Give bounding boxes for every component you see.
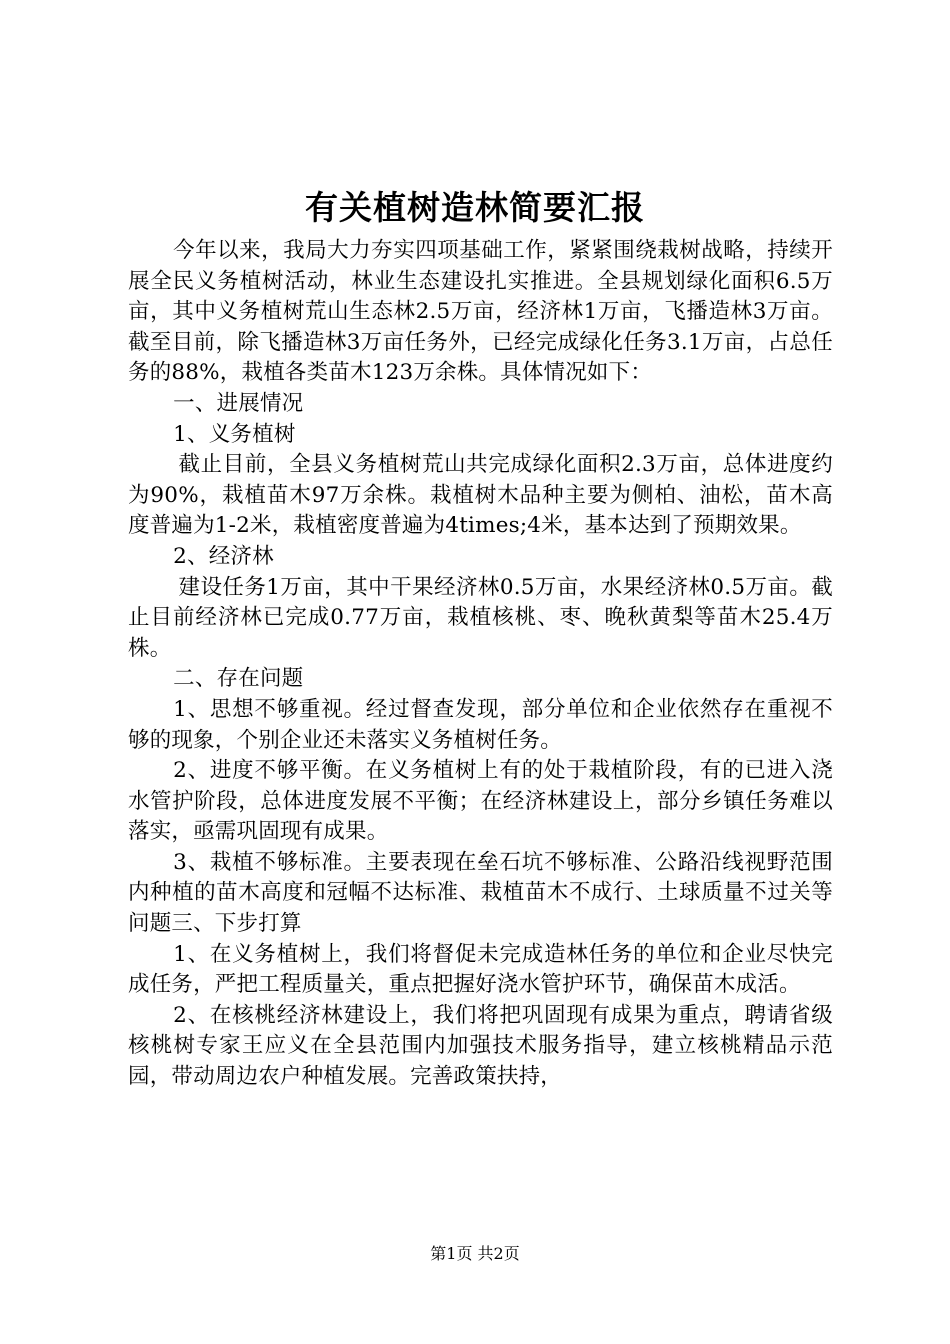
page-number: 第1页 共2页 xyxy=(430,1244,520,1263)
intro-paragraph: 今年以来，我局大力夯实四项基础工作，紧紧围绕栽树战略，持续开展全民义务植树活动，林业生态建设扎实推进。全县规划绿化面积6.5万亩，其中义务植树荒山生态林2.5万亩，经济林1万亩，飞播造林3万亩。截至目前，除飞播造林3万亩任务外，已经完成绿化任务3.1万亩，占总任务的88%，栽植各类苗木123万余株。具体情况如下： xyxy=(128,238,833,386)
document-body xyxy=(128,236,833,1093)
paragraph-voluntary-planting: 截止目前，全县义务植树荒山共完成绿化面积2.3万亩，总体进度约为90%，栽植苗木97万余株。栽植树木品种主要为侧柏、油松，苗木高度普遍为1-2米，栽植密度普遍为4times;4米，基本达到了预期效果。 xyxy=(128,452,833,539)
paragraph-problem-1: 1、思想不够重视。经过督查发现，部分单位和企业依然存在重视不够的现象，个别企业还未落实义务植树任务。 xyxy=(128,696,833,753)
section-heading-problems: 二、存在问题 xyxy=(173,666,304,692)
document-title: 有关植树造林简要汇报 xyxy=(305,188,645,227)
subheading-voluntary-planting: 1、义务植树 xyxy=(173,421,296,447)
paragraph-economic-forest: 建设任务1万亩，其中干果经济林0.5万亩，水果经济林0.5万亩。截止目前经济林已完成0.77万亩，栽植核桃、枣、晚秋黄梨等苗木25.4万株。 xyxy=(128,574,833,661)
paragraph-problem-3: 3、栽植不够标准。主要表现在垒石坑不够标准、公路沿线视野范围内种植的苗木高度和冠幅不达标准、栽植苗木不成行、土球质量不过关等问题三、下步打算 xyxy=(128,849,833,937)
paragraph-plan-1: 1、在义务植树上，我们将督促未完成造林任务的单位和企业尽快完成任务，严把工程质量关，重点把握好浇水管护环节，确保苗木成活。 xyxy=(128,941,833,998)
paragraph-plan-2: 2、在核桃经济林建设上，我们将把巩固现有成果为重点，聘请省级核桃树专家王应义在全县范围内加强技术服务指导，建立核桃精品示范园，带动周边农户种植发展。完善政策扶持， xyxy=(128,1002,833,1090)
subheading-economic-forest: 2、经济林 xyxy=(173,543,274,569)
paragraph-problem-2: 2、进度不够平衡。在义务植树上有的处于栽植阶段，有的已进入浇水管护阶段，总体进度发展不平衡；在经济林建设上，部分乡镇任务难以落实，亟需巩固现有成果。 xyxy=(128,758,833,845)
section-heading-progress: 一、进展情况 xyxy=(173,390,304,416)
